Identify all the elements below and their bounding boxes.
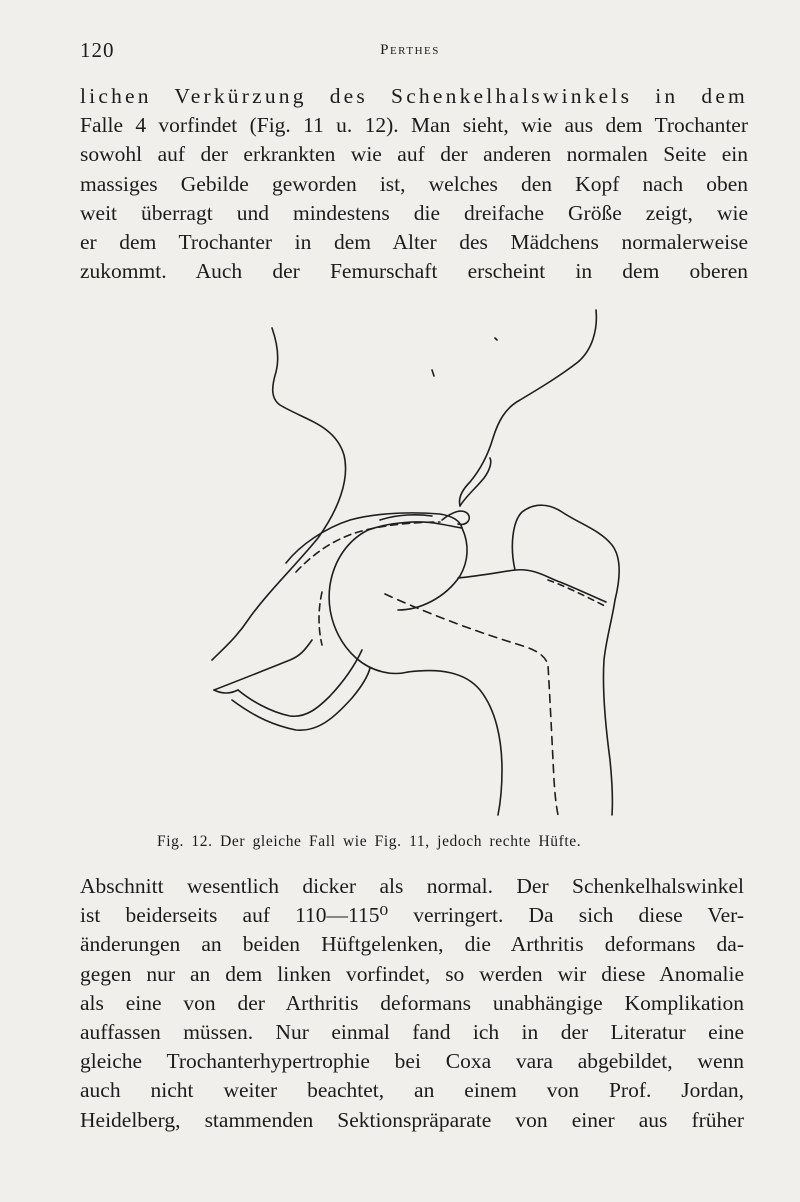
page-header [80, 38, 740, 64]
text-line: weit überragt und mindestens die dreifache Größe zeigt, wie [80, 200, 748, 225]
text-line: Heidelberg, stammenden Sektionspräparate von einer aus früher [80, 1107, 744, 1132]
text-line: lichen Verkürzung des Schenkelhalswinkels in dem [80, 84, 748, 108]
bottom-paragraph [80, 872, 744, 1135]
text-line: änderungen an beiden Hüftgelenken, die Arthritis deformans da- [80, 932, 744, 957]
text-line: auch nicht weiter beachtet, an einem von Prof. Jordan, [80, 1078, 744, 1103]
top-paragraph [80, 82, 748, 286]
hip-joint-figure [200, 300, 640, 830]
figure-caption: Fig. 12. Der gleiche Fall wie Fig. 11, jedoch rechte Hüfte. [157, 833, 582, 850]
text-line: als eine von der Arthritis deformans unabhängige Komplikation [80, 990, 744, 1015]
text-line: er dem Trochanter in dem Alter des Mädchens normalerweise [80, 229, 748, 254]
text-line: massiges Gebilde geworden ist, welches den Kopf nach oben [80, 171, 748, 196]
text-line: sowohl auf der erkrankten wie auf der anderen normalen Seite ein [80, 142, 748, 167]
hip-joint-drawing [200, 300, 640, 830]
text-line: auffassen müssen. Nur einmal fand ich in der Literatur eine [80, 1019, 744, 1044]
text-line: Falle 4 vorfindet (Fig. 11 u. 12). Man sieht, wie aus dem Trochanter [80, 113, 748, 138]
text-line: ist beiderseits auf 110—115⁰ verringert. Da sich diese Ver- [80, 903, 744, 928]
running-head: Perthes [380, 42, 440, 58]
page-number: 120 [80, 38, 115, 62]
text-line: gleiche Trochanterhypertrophie bei Coxa vara abgebildet, wenn [80, 1049, 744, 1074]
text-line: gegen nur an dem linken vorfindet, so werden wir diese Anomalie [80, 961, 744, 986]
text-line: zukommt. Auch der Femurschaft erscheint in dem oberen [80, 259, 748, 284]
text-line: Abschnitt wesentlich dicker als normal. Der Schenkelhalswinkel [80, 874, 744, 898]
